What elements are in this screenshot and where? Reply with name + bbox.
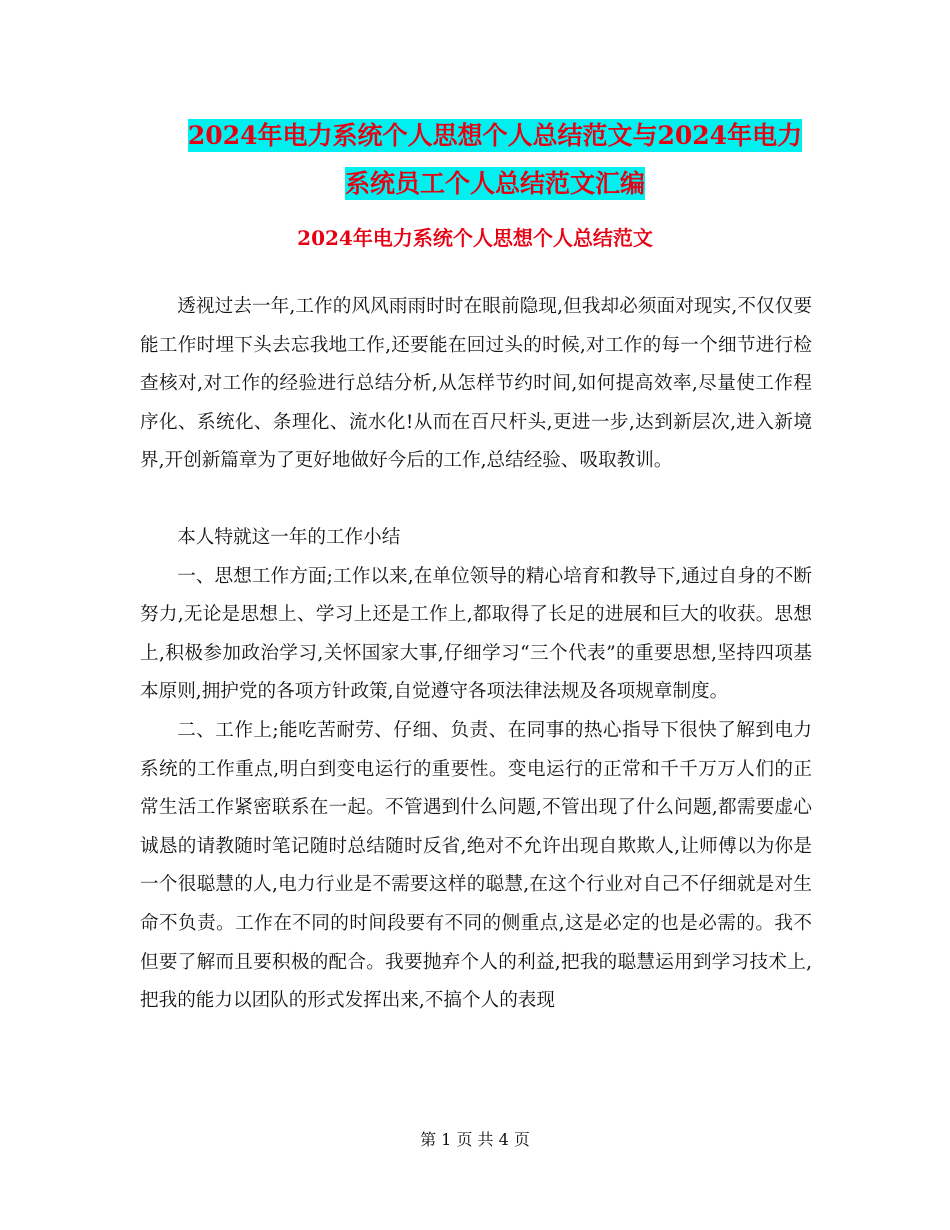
page-footer: 第 1 页 共 4 页 [420,1130,530,1149]
document-title-line-2: 系统员工个人总结范文汇编 [344,169,645,198]
document-body [140,288,812,1021]
document-title [140,112,850,208]
paragraph-ideology: 一、思想工作方面;工作以来,在单位领导的精心培育和教导下,通过自身的不断努力,无论是思想上、学习上还是工作上,都取得了长足的进展和巨大的收获。思想上,积极参加政治学习,关怀国家大事,仔细学习“三个代表”的重要思想,坚持四项基本原则,拥护党的各项方针政策,自觉遵守各项法律法规及各项规章制度。 [140,565,812,703]
paragraph-summary-lead: 本人特就这一年的工作小结 [177,526,401,548]
paragraph-intro: 透视过去一年,工作的风风雨雨时时在眼前隐现,但我却必须面对现实,不仅仅要能工作时埋下头去忘我地工作,还要能在回过头的时候,对工作的每一个细节进行检查核对,对工作的经验进行总结分析,从怎样节约时间,如何提高效率,尽量使工作程序化、系统化、条理化、流水化!从而在百尺杆头,更进一步,达到新层次,进入新境界,开创新篇章为了更好地做好今后的工作,总结经验、吸取教训。 [140,296,812,472]
paragraph-work: 二、工作上;能吃苦耐劳、仔细、负责、在同事的热心指导下很快了解到电力系统的工作重点,明白到变电运行的重要性。变电运行的正常和千千万万人们的正常生活工作紧密联系在一起。不管遇到什么问题,不管出现了什么问题,都需要虚心诚恳的请教随时笔记随时总结随时反省,绝对不允许出现自欺欺人,让师傅以为你是一个很聪慧的人,电力行业是不需要这样的聪慧,在这个行业对自己不仔细就是对生命不负责。工作在不同的时间段要有不同的侧重点,这是必定的也是必需的。我不但要了解而且要积极的配合。我要抛弃个人的利益,把我的聪慧运用到学习技术上,把我的能力以团队的形式发挥出来,不搞个人的表现 [140,719,812,1012]
section-heading: 2024年电力系统个人思想个人总结范文 [297,226,653,250]
paragraph-gap [140,481,812,519]
document-title-line-1: 2024年电力系统个人思想个人总结范文与2024年电力 [187,121,803,150]
